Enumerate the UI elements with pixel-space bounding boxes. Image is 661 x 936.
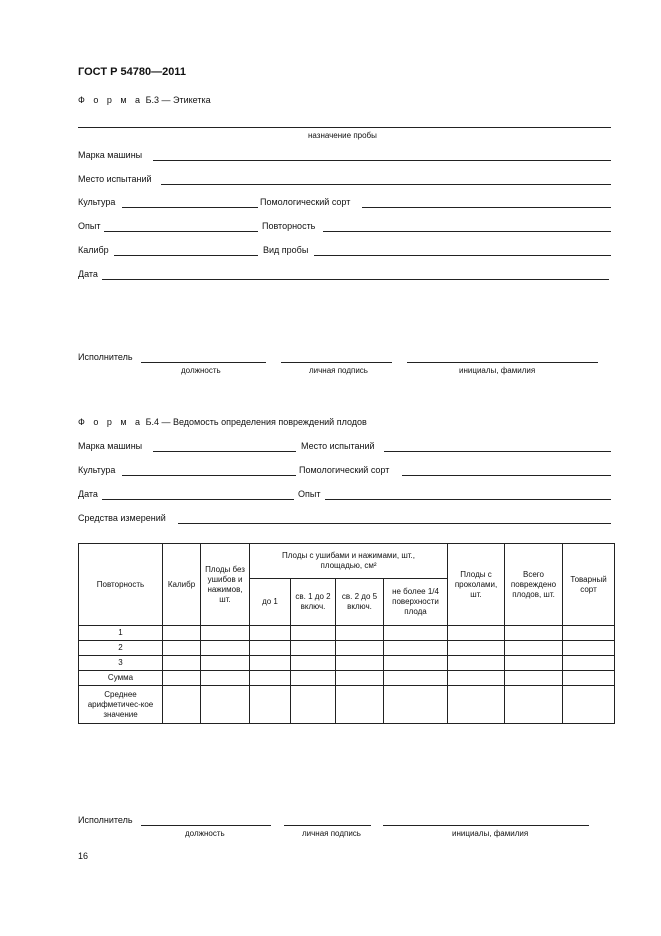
row-label: 3 <box>79 656 163 671</box>
table-cell[interactable] <box>291 671 336 686</box>
repeat-label: Повторность <box>262 221 316 231</box>
table-cell[interactable] <box>336 641 384 656</box>
table-row <box>79 671 615 686</box>
table-cell[interactable] <box>448 626 505 641</box>
signature-field-line[interactable] <box>284 825 371 826</box>
table-cell[interactable] <box>336 656 384 671</box>
row-label: Среднее арифметичес-кое значение <box>79 686 163 724</box>
date-label: Дата <box>78 489 98 499</box>
caliber-label: Калибр <box>78 245 109 255</box>
form-b4-title <box>78 417 367 428</box>
col-bruises-group-header: Плоды с ушибами и нажимами, шт., площадью, см² <box>250 544 448 579</box>
table-cell[interactable] <box>163 656 201 671</box>
table-cell[interactable] <box>163 686 201 724</box>
sample-kind-label: Вид пробы <box>263 245 309 255</box>
machine-field-line[interactable] <box>153 160 611 161</box>
table-row <box>79 686 615 724</box>
table-cell[interactable] <box>505 671 563 686</box>
executor-label: Исполнитель <box>78 352 133 362</box>
signature-caption: личная подпись <box>302 829 361 838</box>
col-commercial-header: Товарный сорт <box>563 544 615 626</box>
name-field-line[interactable] <box>383 825 589 826</box>
form-word: Ф о р м а <box>78 95 144 105</box>
table-row <box>79 626 615 641</box>
position-field-line[interactable] <box>141 825 271 826</box>
form-b3-title-text: Б.3 — Этикетка <box>145 95 211 105</box>
machine-label: Марка машины <box>78 441 143 451</box>
experiment-label: Опыт <box>78 221 101 231</box>
table-cell[interactable] <box>201 626 250 641</box>
repeat-field-line[interactable] <box>323 231 611 232</box>
row-label: 1 <box>79 626 163 641</box>
pomology-field-line[interactable] <box>362 207 611 208</box>
table-cell[interactable] <box>201 656 250 671</box>
table-cell[interactable] <box>448 641 505 656</box>
table-cell[interactable] <box>563 641 615 656</box>
col-no-bruises-header: Плоды без ушибов и нажимов, шт. <box>201 544 250 626</box>
date-label: Дата <box>78 269 98 279</box>
date-field-line[interactable] <box>102 279 609 280</box>
table-cell[interactable] <box>250 626 291 641</box>
sub-quarter-header: не более 1/4 поверхности плода <box>384 579 448 626</box>
machine-label: Марка машины <box>78 150 143 160</box>
machine-field-line[interactable] <box>153 451 296 452</box>
culture-field-line[interactable] <box>122 475 296 476</box>
name-caption: инициалы, фамилия <box>452 829 529 838</box>
position-caption: должность <box>181 366 221 375</box>
table-cell[interactable] <box>448 656 505 671</box>
sub-to1-header: до 1 <box>250 579 291 626</box>
table-cell[interactable] <box>250 641 291 656</box>
table-cell[interactable] <box>563 656 615 671</box>
col-caliber-header: Калибр <box>163 544 201 626</box>
table-cell[interactable] <box>291 656 336 671</box>
sample-kind-field-line[interactable] <box>314 255 611 256</box>
form-b3-title <box>78 95 211 106</box>
experiment-field-line[interactable] <box>325 499 611 500</box>
experiment-label: Опыт <box>298 489 321 499</box>
table-cell[interactable] <box>384 641 448 656</box>
table-cell[interactable] <box>250 686 291 724</box>
place-label: Место испытаний <box>78 174 152 184</box>
position-caption: должность <box>185 829 225 838</box>
place-label: Место испытаний <box>301 441 375 451</box>
row-label: Сумма <box>79 671 163 686</box>
damage-table <box>78 543 615 724</box>
place-field-line[interactable] <box>384 451 611 452</box>
table-row <box>79 641 615 656</box>
signature-caption: личная подпись <box>309 366 368 375</box>
name-caption: инициалы, фамилия <box>459 366 536 375</box>
table-cell[interactable] <box>448 671 505 686</box>
col-repeat-header: Повторность <box>79 544 163 626</box>
table-cell[interactable] <box>291 626 336 641</box>
table-cell[interactable] <box>291 686 336 724</box>
purpose-caption: назначение пробы <box>308 131 377 140</box>
table-cell[interactable] <box>384 671 448 686</box>
table-cell[interactable] <box>336 686 384 724</box>
table-cell[interactable] <box>384 686 448 724</box>
table-cell[interactable] <box>201 686 250 724</box>
experiment-field-line[interactable] <box>104 231 258 232</box>
table-cell[interactable] <box>291 641 336 656</box>
row-label: 2 <box>79 641 163 656</box>
place-field-line[interactable] <box>161 184 611 185</box>
table-cell[interactable] <box>163 671 201 686</box>
sub-2-5-header: св. 2 до 5 включ. <box>336 579 384 626</box>
date-field-line[interactable] <box>102 499 294 500</box>
table-cell[interactable] <box>505 656 563 671</box>
col-total-damaged-header: Всего повреждено плодов, шт. <box>505 544 563 626</box>
culture-label: Культура <box>78 465 116 475</box>
table-cell[interactable] <box>201 641 250 656</box>
table-cell[interactable] <box>336 671 384 686</box>
table-cell[interactable] <box>384 626 448 641</box>
table-cell[interactable] <box>201 671 250 686</box>
table-cell[interactable] <box>250 656 291 671</box>
instruments-field-line[interactable] <box>178 523 611 524</box>
name-field-line[interactable] <box>407 362 598 363</box>
table-cell[interactable] <box>448 686 505 724</box>
table-cell[interactable] <box>163 626 201 641</box>
table-cell[interactable] <box>250 671 291 686</box>
signature-field-line[interactable] <box>281 362 392 363</box>
executor-label: Исполнитель <box>78 815 133 825</box>
col-punctures-header: Плоды с проколами, шт. <box>448 544 505 626</box>
form-b4-title-text: Б.4 — Ведомость определения повреждений плодов <box>145 417 367 427</box>
table-cell[interactable] <box>384 656 448 671</box>
pomology-label: Помологический сорт <box>260 197 351 207</box>
page-number: 16 <box>78 851 89 861</box>
table-cell[interactable] <box>563 626 615 641</box>
caliber-field-line[interactable] <box>114 255 258 256</box>
sub-1-2-header: св. 1 до 2 включ. <box>291 579 336 626</box>
pomology-field-line[interactable] <box>402 475 611 476</box>
pomology-label: Помологический сорт <box>299 465 390 475</box>
form-word: Ф о р м а <box>78 417 144 427</box>
table-row <box>79 656 615 671</box>
table-cell[interactable] <box>505 626 563 641</box>
document-code: ГОСТ Р 54780—2011 <box>78 66 186 78</box>
table-cell[interactable] <box>505 641 563 656</box>
culture-label: Культура <box>78 197 116 207</box>
table-cell[interactable] <box>563 671 615 686</box>
culture-field-line[interactable] <box>122 207 258 208</box>
table-cell[interactable] <box>505 686 563 724</box>
instruments-label: Средства измерений <box>78 513 166 523</box>
table-cell[interactable] <box>336 626 384 641</box>
table-cell[interactable] <box>163 641 201 656</box>
position-field-line[interactable] <box>141 362 266 363</box>
purpose-field-line[interactable] <box>78 127 611 128</box>
table-cell[interactable] <box>563 686 615 724</box>
